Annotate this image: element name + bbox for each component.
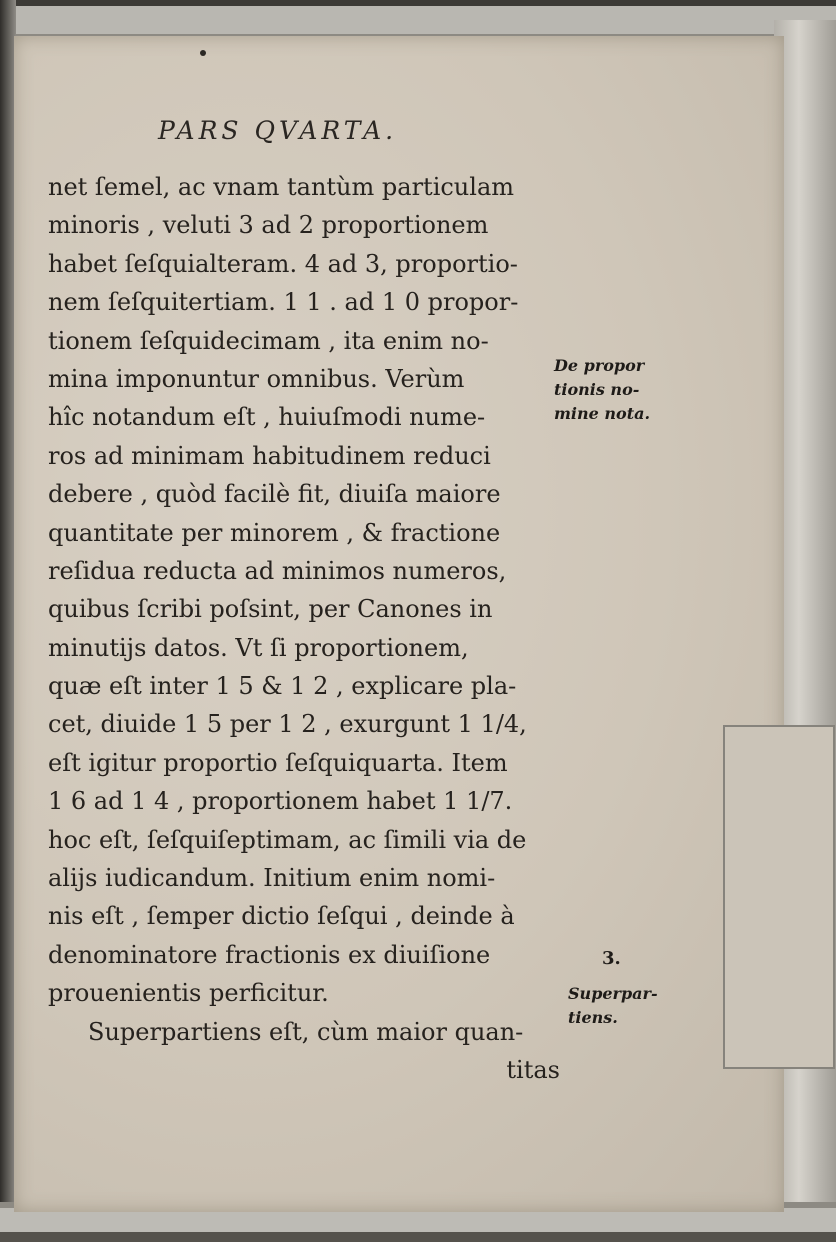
text-line: quantitate per minorem , & fractione	[48, 518, 501, 547]
text-line: nis eſt , ſemper dictio ſeſqui , deinde à	[48, 902, 515, 931]
text-line: hîc notandum eſt , huiuſmodi nume-	[48, 403, 486, 432]
margin-note-line: tionis no-	[554, 380, 640, 399]
text-line: net ſemel, ac vnam tantùm particulam	[48, 173, 515, 201]
text-line: nem ſeſquitertiam. 1 1 . ad 1 0 propor-	[48, 288, 519, 317]
margin-note-line: De propor	[554, 356, 645, 375]
scanner-board-top	[0, 0, 836, 40]
body-text	[48, 168, 568, 1089]
margin-note-line: mine nota.	[554, 404, 651, 423]
text-line: hoc eſt, ſeſquiſeptimam, ac ſimili via de	[48, 825, 527, 854]
text-line: eſt igitur proportio ſeſquiquarta. Item	[48, 748, 508, 777]
margin-note-proportion	[554, 354, 650, 426]
text-line: quibus ſcribi poſsint, per Canones in	[48, 595, 493, 624]
text-line: debere , quòd facilè fit, diuiſa maiore	[48, 480, 501, 509]
text-line: ros ad minimam habitudinem reduci	[48, 441, 491, 470]
margin-note-line: tiens.	[568, 1008, 618, 1027]
text-line: prouenientis perficitur.	[48, 979, 329, 1008]
paragraph-start-line: Superpartiens eſt, cùm maior quan-	[88, 1017, 524, 1046]
text-line: quæ eſt inter 1 5 & 1 2 , explicare pla-	[48, 672, 517, 701]
margin-note-line: Superpar-	[568, 984, 658, 1003]
margin-number: 3.	[602, 948, 621, 969]
text-line: minutijs datos. Vt ſi proportionem,	[48, 633, 469, 662]
text-line: alijs iudicandum. Initium enim nomi-	[48, 864, 496, 893]
text-line: cet, diuide 1 5 per 1 2 , exurgunt 1 1/4,	[48, 710, 527, 739]
text-line: tionem ſeſquidecimam , ita enim no-	[48, 326, 489, 355]
ink-speck	[200, 50, 206, 56]
text-line: denominatore fractionis ex diuiſione	[48, 940, 491, 969]
text-line: reſidua reducta ad minimos numeros,	[48, 556, 507, 585]
page-tab-strip	[723, 725, 835, 1069]
text-line: 1 6 ad 1 4 , proportionem habet 1 1/7.	[48, 787, 513, 816]
text-line: minoris , veluti 3 ad 2 proportionem	[48, 211, 489, 240]
text-line: mina imponuntur omnibus. Verùm	[48, 364, 465, 393]
margin-note-superpartiens	[568, 982, 658, 1030]
running-head: PARS QVARTA.	[158, 116, 398, 145]
text-line-last: titas	[506, 1055, 560, 1084]
text-line: habet ſeſquialteram. 4 ad 3, proportio-	[48, 249, 518, 278]
